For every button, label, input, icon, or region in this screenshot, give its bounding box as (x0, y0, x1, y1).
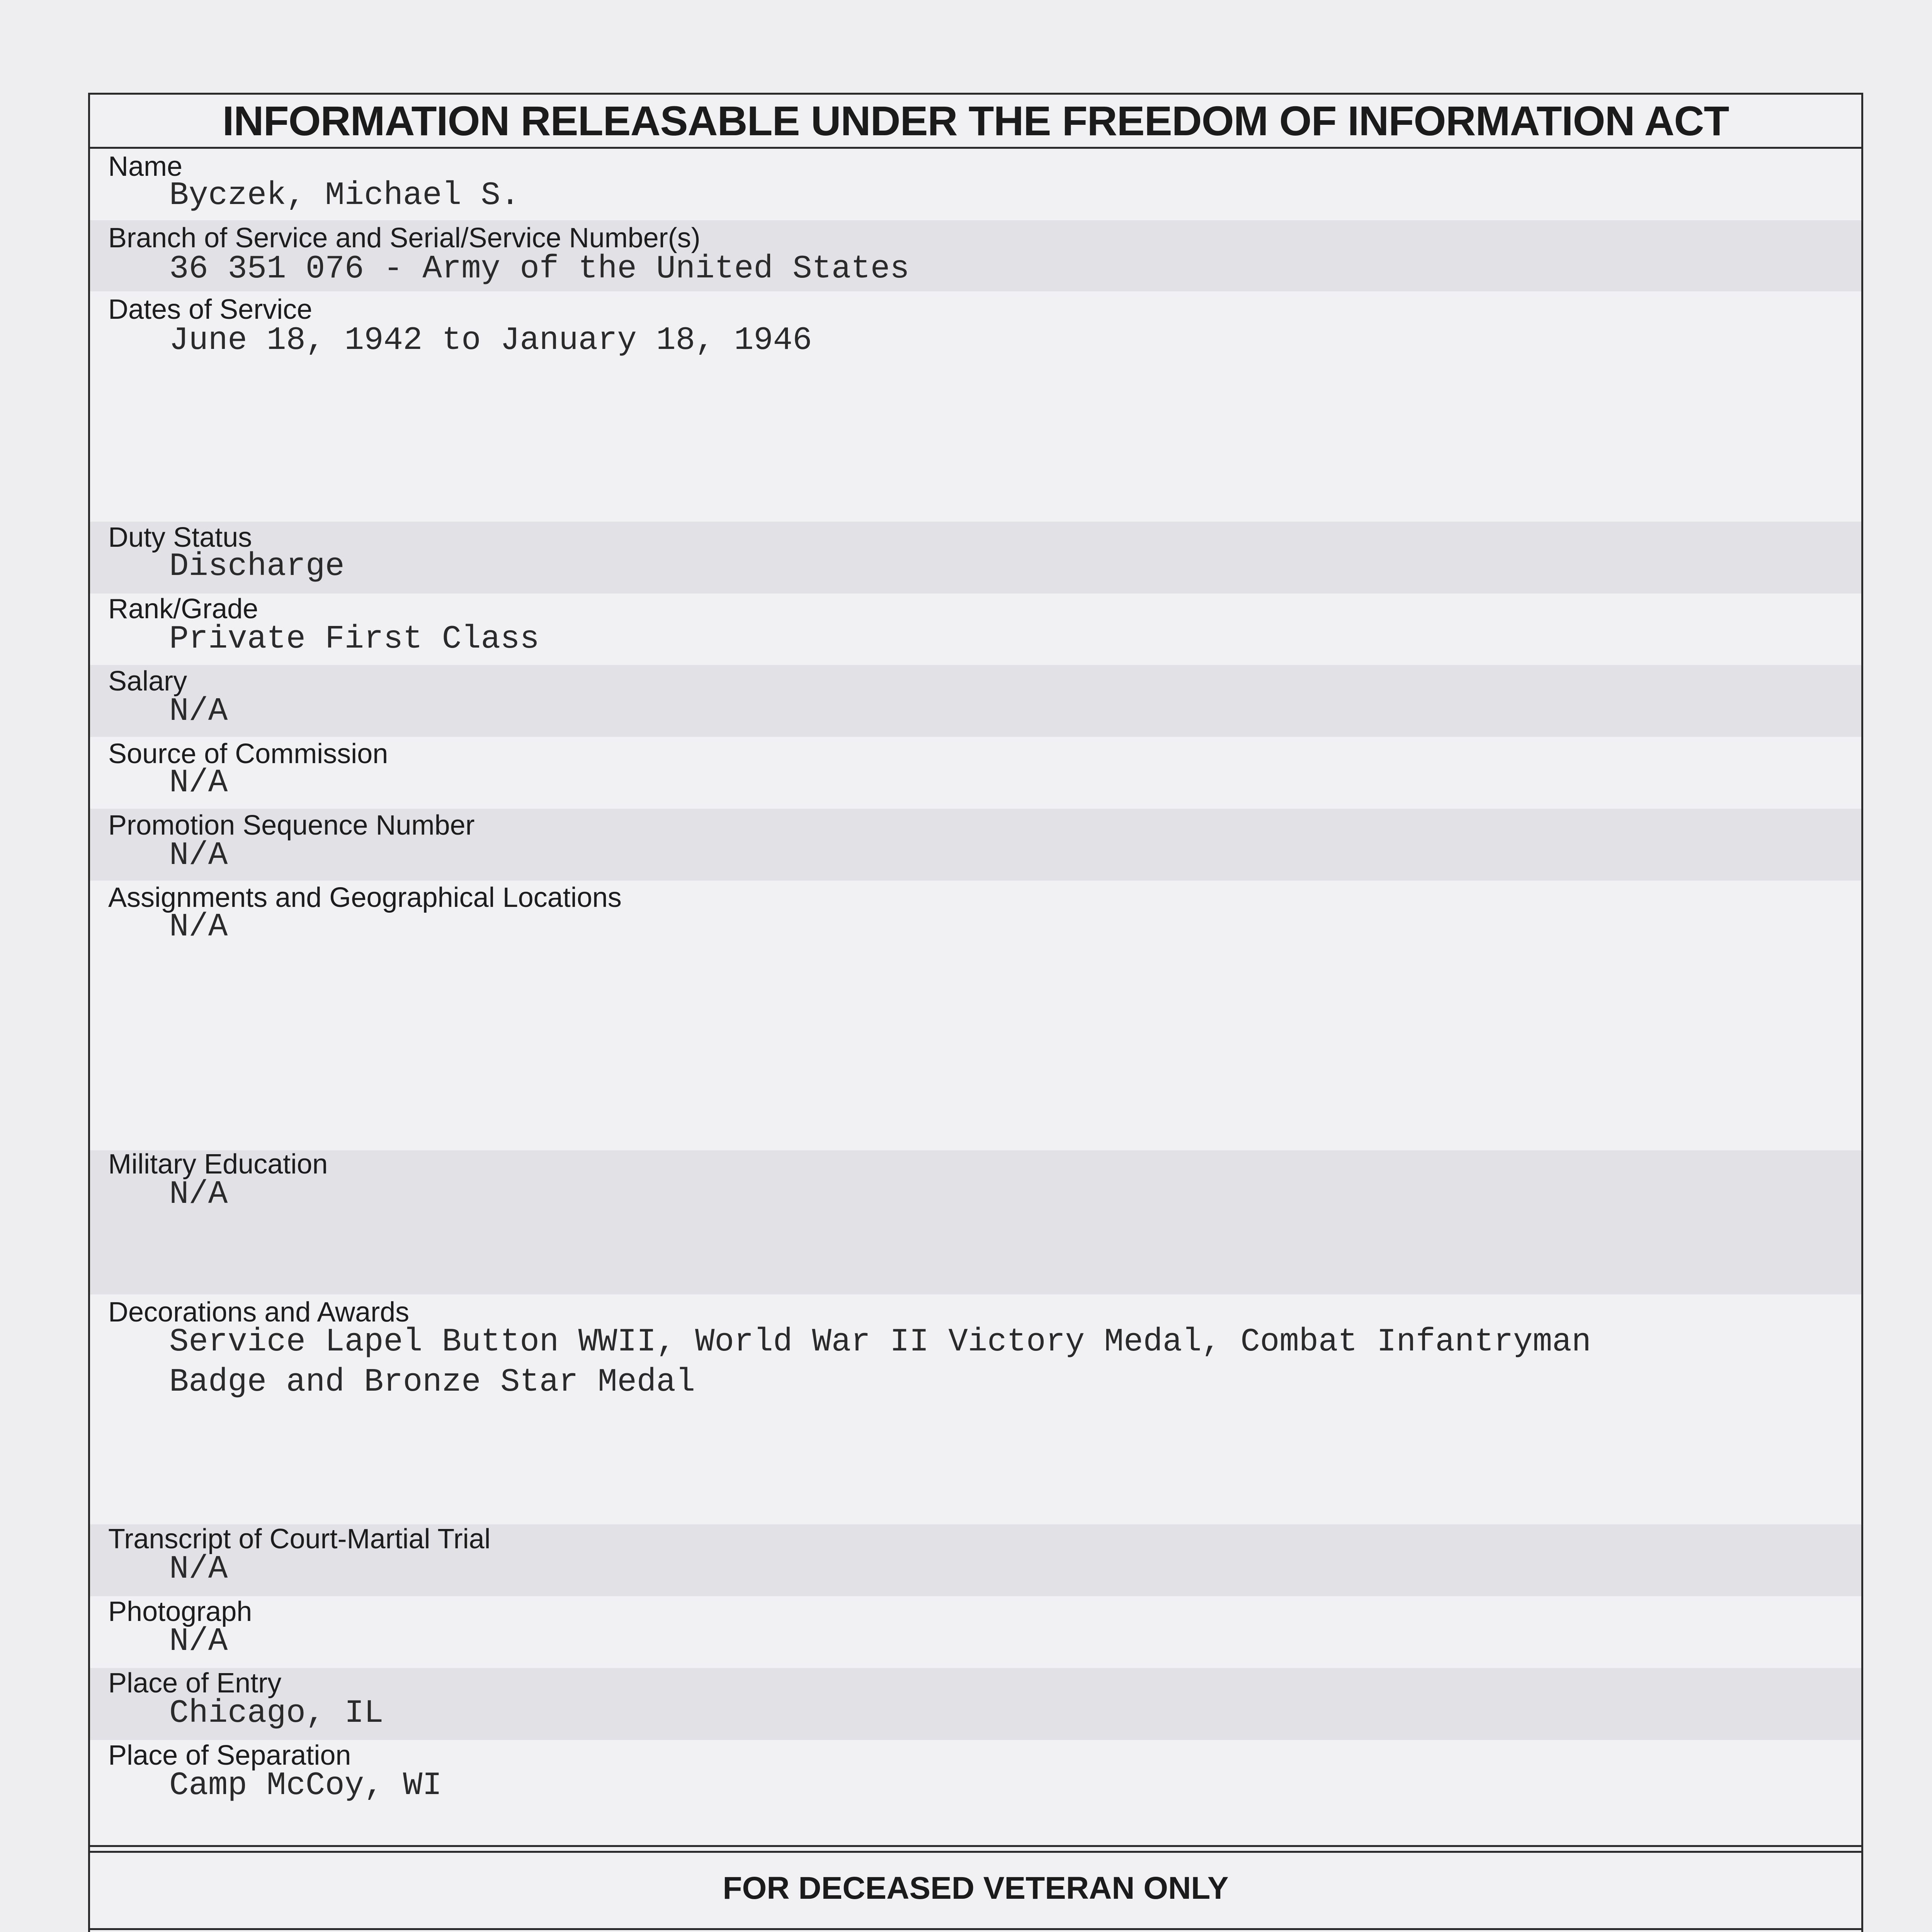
duty-status-value: Discharge (169, 548, 345, 585)
awards-label: Decorations and Awards (108, 1297, 410, 1328)
name-label: Name (108, 151, 183, 182)
commission-label: Source of Commission (108, 738, 388, 769)
photograph-label: Photograph (108, 1596, 252, 1627)
rank-label: Rank/Grade (108, 594, 259, 624)
separation-value: Camp McCoy, WI (169, 1767, 442, 1804)
shade-band (90, 665, 1861, 737)
assignments-label: Assignments and Geographical Locations (108, 882, 622, 913)
dates-value: June 18, 1942 to January 18, 1946 (169, 322, 812, 359)
branch-value: 36 351 076 - Army of the United States (169, 251, 910, 287)
section-divider (90, 1845, 1861, 1847)
entry-label: Place of Entry (108, 1668, 282, 1699)
awards-value-line1: Service Lapel Button WWII, World War II Victory Medal, Combat Infantryman (169, 1324, 1591, 1361)
promotion-value: N/A (169, 837, 228, 874)
section-divider (90, 1851, 1861, 1853)
awards-value-line2: Badge and Bronze Star Medal (169, 1364, 696, 1401)
salary-label: Salary (108, 666, 187, 697)
entry-value: Chicago, IL (169, 1695, 384, 1732)
branch-label: Branch of Service and Serial/Service Number(s) (108, 223, 701, 253)
court-martial-value: N/A (169, 1551, 228, 1588)
section-divider (90, 1928, 1861, 1930)
foia-form (88, 93, 1863, 1932)
separation-label: Place of Separation (108, 1740, 351, 1771)
salary-value: N/A (169, 693, 228, 730)
shade-band (90, 522, 1861, 594)
assignments-value: N/A (169, 909, 228, 946)
deceased-section-title: FOR DECEASED VETERAN ONLY (723, 1871, 1229, 1906)
education-value: N/A (169, 1176, 228, 1213)
promotion-label: Promotion Sequence Number (108, 810, 475, 841)
duty-status-label: Duty Status (108, 522, 252, 553)
rank-value: Private First Class (169, 621, 539, 658)
form-title: INFORMATION RELEASABLE UNDER THE FREEDOM OF INFORMATION ACT (90, 95, 1861, 149)
court-martial-label: Transcript of Court-Martial Trial (108, 1524, 491, 1554)
name-value: Byczek, Michael S. (169, 177, 520, 214)
shade-band (90, 1150, 1861, 1294)
commission-value: N/A (169, 765, 228, 801)
education-label: Military Education (108, 1149, 328, 1180)
dates-label: Dates of Service (108, 294, 313, 325)
photograph-value: N/A (169, 1623, 228, 1660)
